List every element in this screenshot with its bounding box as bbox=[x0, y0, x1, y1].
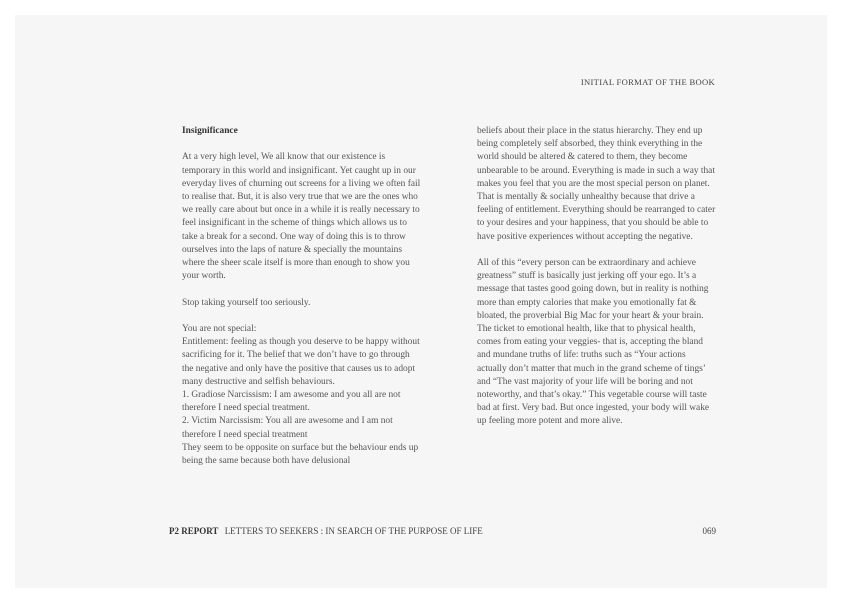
paragraph: At a very high level, We all know that our existence is temporary in this world and insignificant. Yet caught up in our everyday lives of churning out screens for a living we often fail to realise that. But, it is also very true that we are the ones who we really care about but once in a while it is really necessary to feel insignificant in the scheme of things which allows us to take a break for a second. One way of doing this is to throw ourselves into the laps of nature & specially the mountains where the sheer scale itself is more than enough to show you your worth. bbox=[182, 152, 421, 282]
text-line: 1. Gradiose Narcissism: I am awesome and you all are not therefore I need special treatment. bbox=[182, 390, 401, 414]
text-line: You are not special: bbox=[182, 324, 257, 334]
text-line: They seem to be opposite on surface but the behaviour ends up being the same because both have delusional bbox=[182, 442, 419, 467]
book-page bbox=[15, 15, 827, 588]
page-number: 069 bbox=[702, 526, 716, 536]
page-footer bbox=[169, 526, 716, 536]
paragraph: beliefs about their place in the status hierarchy. They end up being completely self absorbed, they think everything in the world should be altered & catered to them, they become unbearable to be around. Everything is made in such a way that makes you feel that you are the most special person on planet. That is mentally & socially unhealthy because that drive a feeling of entitlement. Everything should be rearranged to cater to your desires and your happiness, that you should be able to have positive experiences without accepting the negative. bbox=[477, 126, 716, 242]
footer-book-title: LETTERS TO SEEKERS : IN SEARCH OF THE PURPOSE OF LIFE bbox=[224, 526, 483, 536]
right-column bbox=[477, 125, 717, 429]
text-line: 2. Victim Narcissism: You all are awesome and I am not therefore I need special treatment bbox=[182, 416, 393, 440]
running-header: INITIAL FORMAT OF THE BOOK bbox=[580, 77, 715, 87]
paragraph: Stop taking yourself too seriously. bbox=[182, 297, 311, 308]
footer-brand: P2 REPORT bbox=[169, 526, 219, 536]
paragraph: All of this “every person can be extraordinary and achieve greatness” stuff is basically just jerking off your ego. It’s a message that tastes good going down, but in reality is nothing more than empty calories that make you emotionally fat & bloated, the proverbial Big Mac for your heart & your brain. The ticket to emotional health, like that to physical health, comes from eating your veggies- that is, accepting the bland and mundane truths of life: truths such as “Your actions actually don’t matter that much in the grand scheme of tings’ and “The vast majority of your life will be boring and not noteworthy, and that’s okay.” This vegetable course will taste bad at first. Very bad. But once ingested, your body will wake up feeling more potent and more alive. bbox=[477, 258, 710, 427]
left-column bbox=[182, 125, 422, 468]
text-line: Entitlement: feeling as though you deserve to be happy without sacrificing for it. The belief that we don’t have to go through the negative and only have the positive that causes us to adopt many destructive and selfish behaviours. bbox=[182, 337, 420, 387]
section-heading: Insignificance bbox=[182, 126, 238, 136]
